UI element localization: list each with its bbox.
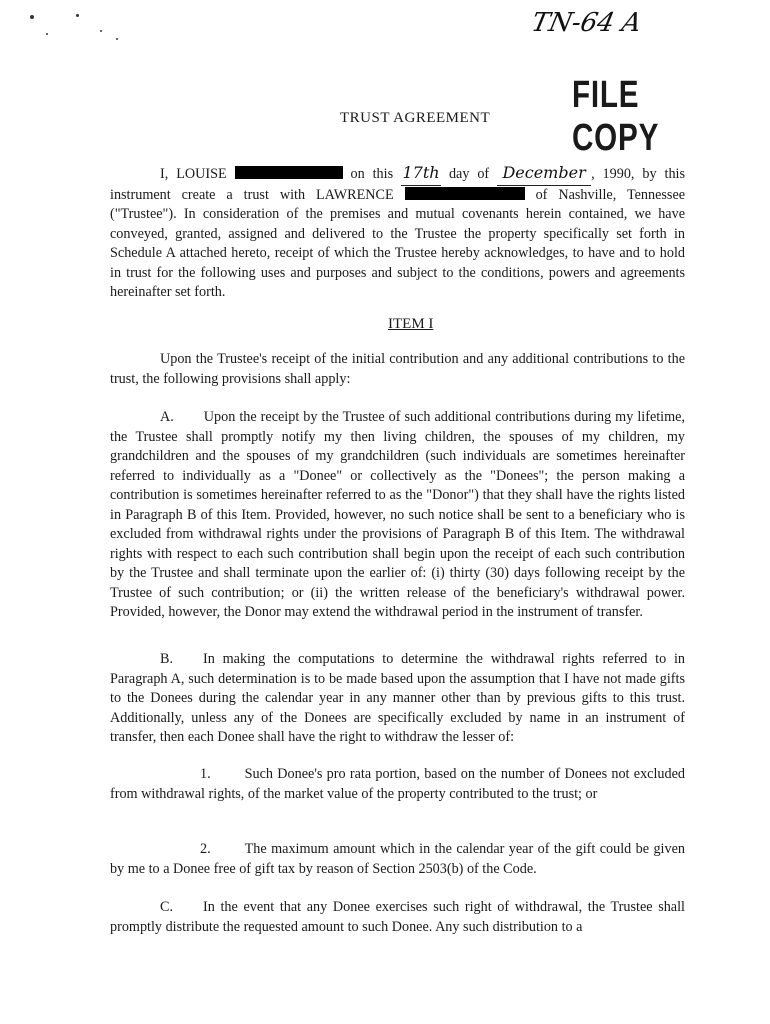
paragraph-b-text: In making the computations to determine the withdrawal rights referred to in Paragraph A, such determination is to be made based upon the assumption that I have not made gifts to the Donees during the calendar year in any manner other than by previous gifts to this trust. Additionally, unless any of the Donees are specifically excluded by name in an instrument of transfer, then each Donee shall have the right to withdraw the lesser of:	[110, 651, 685, 745]
document-title: TRUST AGREEMENT	[340, 110, 491, 126]
paragraph-a-text: Upon the receipt by the Trustee of such additional contributions during my lifetime, the Trustee shall promptly notify my then living children, the spouses of my children, my grandchildren and the spouses of my grandchildren (such individuals are sometimes hereinafter referred to individually as a "Donee" or collectively as the "Donees"; the person making a contribution is sometimes hereinafter referred to as the "Donor") that they shall have the rights listed in Paragraph B of this Item. Provided, however, no such notice shall be sent to a beneficiary who is excluded from withdrawal rights under the provisions of Paragraph B of this Item. The withdrawal rights with respect to each such contribution shall begin upon the receipt of each such contribution by the Trustee and shall terminate upon the earlier of: (i) thirty (30) days following receipt by the Trustee of such contribution; or (ii) the written release of the beneficiary's withdrawal power. Provided, however, the Donor may extend the withdrawal period in the instrument of transfer.	[110, 409, 685, 620]
subparagraph-2-label: 2.	[200, 841, 211, 857]
paragraph-c-text: In the event that any Donee exercises such right of withdrawal, the Trustee shall promptly distribute the requested amount to such Donee. Any such distribution to a	[110, 899, 685, 935]
item-intro-text: Upon the Trustee's receipt of the initial contribution and any additional contributions to the trust, the following provisions shall apply:	[110, 351, 685, 387]
intro-text-3: day of	[448, 166, 490, 182]
redaction-bar	[235, 166, 343, 179]
paragraph-a-label: A.	[160, 409, 174, 425]
intro-text-5: of Nashville, Tennessee ("Trustee"). In consideration of the premises and mutual covenants herein contained, we have conveyed, granted, assigned and delivered to the Trustee the property specifically set forth in Schedule A attached hereto, receipt of which the Trustee hereby acknowledges, to have and to hold in trust for the following uses and purposes and subject to the conditions, powers and agreements hereinafter set forth.	[110, 186, 686, 300]
item-heading: ITEM I	[388, 316, 434, 332]
day-blank	[401, 163, 441, 186]
redaction-bar	[405, 187, 525, 200]
intro-text-2: on this	[350, 166, 394, 182]
item-intro-paragraph	[110, 350, 685, 389]
intro-text-4: , 1990, by this instrument create a trust with LAWRENCE	[110, 166, 686, 203]
month-blank	[497, 163, 591, 186]
handwritten-day: 17th	[402, 163, 440, 182]
intro-paragraph	[110, 163, 685, 303]
subparagraph-2-text: The maximum amount which in the calendar year of the gift could be given by me to a Donee free of gift tax by reason of Section 2503(b) of the Code.	[110, 841, 685, 877]
subparagraph-1	[110, 765, 685, 804]
subparagraph-2	[110, 840, 685, 879]
handwritten-month: December	[502, 163, 586, 182]
handwritten-document-id: TN-64 A	[528, 8, 645, 38]
paragraph-c-label: C.	[160, 899, 174, 915]
subparagraph-1-text: Such Donee's pro rata portion, based on the number of Donees not excluded from withdrawal rights, of the market value of the property contributed to the trust; or	[110, 766, 685, 802]
paragraph-c	[110, 898, 685, 937]
paragraph-a	[110, 408, 685, 623]
paragraph-b-label: B.	[160, 651, 174, 667]
intro-text-1: I, LOUISE	[160, 166, 227, 182]
subparagraph-1-label: 1.	[200, 766, 211, 782]
file-copy-stamp: FILE COPY	[572, 74, 660, 159]
paragraph-b	[110, 650, 685, 748]
